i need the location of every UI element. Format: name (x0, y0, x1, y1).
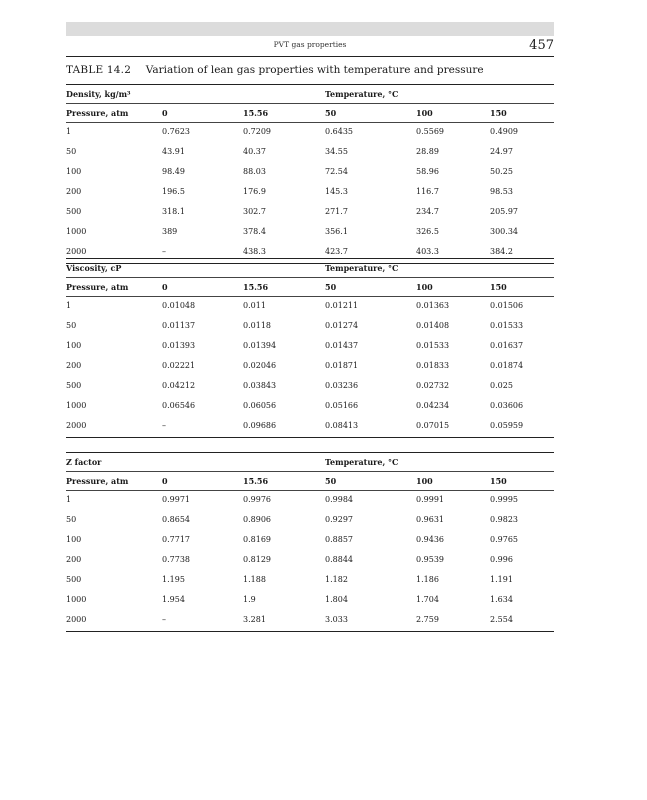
pressure-cell: 100 (66, 535, 82, 544)
value-cell: 0.02221 (162, 361, 196, 370)
pressure-cell: 200 (66, 187, 82, 196)
temperature-column-header: 0 (162, 282, 168, 292)
value-cell: 0.9823 (490, 515, 518, 524)
value-cell: 0.06056 (243, 401, 277, 410)
temperature-column-header: 50 (325, 282, 337, 292)
value-cell: 0.01874 (490, 361, 524, 370)
table-row (66, 183, 554, 203)
value-cell: 0.04234 (416, 401, 450, 410)
value-cell: 145.3 (325, 187, 348, 196)
value-cell: 0.05166 (325, 401, 359, 410)
pressure-cell: 500 (66, 575, 82, 584)
temperature-column-header: 150 (490, 282, 507, 292)
table-caption-label: TABLE 14.2 (66, 64, 132, 76)
header-rule (66, 56, 554, 57)
value-cell: 0.9539 (416, 555, 444, 564)
temperature-column-header: 0 (162, 108, 168, 118)
value-cell: 58.96 (416, 167, 439, 176)
pressure-cell: 100 (66, 341, 82, 350)
pressure-heading: Pressure, atm (66, 476, 129, 486)
temperature-column-header: 15.56 (243, 108, 269, 118)
value-cell: 1.191 (490, 575, 513, 584)
value-cell: 88.03 (243, 167, 266, 176)
pressure-cell: 1000 (66, 227, 87, 236)
value-cell: 1.704 (416, 595, 439, 604)
temperature-column-header: 50 (325, 108, 337, 118)
value-cell: 1.804 (325, 595, 348, 604)
value-cell: 0.01274 (325, 321, 359, 330)
value-cell: 176.9 (243, 187, 266, 196)
value-cell: 1.188 (243, 575, 266, 584)
table-row (66, 591, 554, 611)
table-row (66, 571, 554, 591)
value-cell: 378.4 (243, 227, 266, 236)
pressure-cell: 50 (66, 147, 77, 156)
column-header-row (66, 278, 554, 296)
table-section (66, 258, 554, 438)
value-cell: 0.01533 (490, 321, 524, 330)
value-cell: 1.186 (416, 575, 439, 584)
value-cell: 0.01394 (243, 341, 277, 350)
table-row (66, 397, 554, 417)
table-row (66, 163, 554, 183)
pressure-cell: 500 (66, 207, 82, 216)
temperature-column-header: 150 (490, 476, 507, 486)
section-title-row (66, 259, 554, 277)
value-cell: 24.97 (490, 147, 513, 156)
table-row (66, 123, 554, 143)
value-cell: 0.8129 (243, 555, 271, 564)
table-row (66, 417, 554, 437)
table-row (66, 491, 554, 511)
value-cell: 0.08413 (325, 421, 359, 430)
value-cell: 0.01871 (325, 361, 359, 370)
running-head: PVT gas properties (273, 40, 347, 49)
value-cell: 0.9765 (490, 535, 518, 544)
temperature-column-header: 100 (416, 476, 433, 486)
value-cell: 0.01833 (416, 361, 450, 370)
value-cell: 423.7 (325, 247, 348, 256)
value-cell: 0.7717 (162, 535, 190, 544)
temperature-heading: Temperature, °C (325, 89, 399, 99)
value-cell: 0.03843 (243, 381, 277, 390)
value-cell: 72.54 (325, 167, 348, 176)
value-cell: 2.554 (490, 615, 513, 624)
value-cell: 0.01637 (490, 341, 524, 350)
value-cell: 40.37 (243, 147, 266, 156)
value-cell: 0.8906 (243, 515, 271, 524)
temperature-column-header: 15.56 (243, 282, 269, 292)
value-cell: 0.8654 (162, 515, 190, 524)
value-cell: 1.9 (243, 595, 256, 604)
value-cell: – (162, 421, 166, 430)
temperature-column-header: 50 (325, 476, 337, 486)
value-cell: 0.02046 (243, 361, 277, 370)
value-cell: 0.01211 (325, 301, 359, 310)
value-cell: 0.03606 (490, 401, 524, 410)
section-title-row (66, 85, 554, 103)
value-cell: 0.01408 (416, 321, 450, 330)
value-cell: 0.07015 (416, 421, 450, 430)
value-cell: 205.97 (490, 207, 518, 216)
value-cell: 0.7623 (162, 127, 190, 136)
value-cell: 0.01048 (162, 301, 196, 310)
table-caption-text: Variation of lean gas properties with temperature and pressure (145, 64, 484, 76)
table-row (66, 317, 554, 337)
temperature-column-header: 100 (416, 108, 433, 118)
value-cell: 0.01393 (162, 341, 196, 350)
value-cell: 0.4909 (490, 127, 518, 136)
value-cell: 0.9631 (416, 515, 444, 524)
value-cell: 28.89 (416, 147, 439, 156)
value-cell: 0.9984 (325, 495, 353, 504)
value-cell: 0.01437 (325, 341, 359, 350)
temperature-heading: Temperature, °C (325, 457, 399, 467)
value-cell: 34.55 (325, 147, 348, 156)
value-cell: 271.7 (325, 207, 348, 216)
value-cell: 0.8844 (325, 555, 353, 564)
table-row (66, 551, 554, 571)
value-cell: 326.5 (416, 227, 439, 236)
value-cell: 50.25 (490, 167, 513, 176)
value-cell: 0.9971 (162, 495, 190, 504)
value-cell: 1.954 (162, 595, 185, 604)
pressure-cell: 1 (66, 127, 72, 136)
pressure-cell: 1 (66, 495, 72, 504)
value-cell: 403.3 (416, 247, 439, 256)
table-row (66, 377, 554, 397)
pressure-cell: 2000 (66, 615, 87, 624)
value-cell: 0.04212 (162, 381, 196, 390)
value-cell: 0.7209 (243, 127, 271, 136)
value-cell: 384.2 (490, 247, 513, 256)
pressure-cell: 200 (66, 361, 82, 370)
value-cell: 0.03236 (325, 381, 359, 390)
pressure-cell: 2000 (66, 421, 87, 430)
column-header-row (66, 472, 554, 490)
value-cell: 0.996 (490, 555, 513, 564)
value-cell: 1.182 (325, 575, 348, 584)
page-header (66, 38, 554, 56)
pressure-cell: 50 (66, 321, 77, 330)
value-cell: 196.5 (162, 187, 185, 196)
table-row (66, 511, 554, 531)
value-cell: 116.7 (416, 187, 439, 196)
pressure-cell: 1000 (66, 595, 87, 604)
value-cell: 0.01137 (162, 321, 196, 330)
table-caption (66, 64, 484, 76)
value-cell: 0.01363 (416, 301, 450, 310)
page-number: 457 (529, 38, 554, 53)
value-cell: 300.34 (490, 227, 518, 236)
section-title-row (66, 453, 554, 471)
pressure-cell: 1000 (66, 401, 87, 410)
value-cell: 0.9991 (416, 495, 444, 504)
value-cell: – (162, 615, 166, 624)
value-cell: 0.01506 (490, 301, 524, 310)
value-cell: 438.3 (243, 247, 266, 256)
table-row (66, 297, 554, 317)
value-cell: 0.06546 (162, 401, 196, 410)
value-cell: 234.7 (416, 207, 439, 216)
temperature-heading: Temperature, °C (325, 263, 399, 273)
value-cell: 0.02732 (416, 381, 450, 390)
top-gray-bar (66, 22, 554, 36)
temperature-column-header: 100 (416, 282, 433, 292)
value-cell: 389 (162, 227, 178, 236)
value-cell: 318.1 (162, 207, 185, 216)
pressure-cell: 500 (66, 381, 82, 390)
table-row (66, 143, 554, 163)
value-cell: 302.7 (243, 207, 266, 216)
value-cell: 0.8169 (243, 535, 271, 544)
section-title: Density, kg/m³ (66, 89, 131, 99)
pressure-heading: Pressure, atm (66, 282, 129, 292)
table-row (66, 357, 554, 377)
value-cell: 0.01533 (416, 341, 450, 350)
value-cell: 0.8857 (325, 535, 353, 544)
section-title: Viscosity, cP (66, 263, 122, 273)
value-cell: 3.033 (325, 615, 348, 624)
section-bottom-rule (66, 631, 554, 632)
table-row (66, 531, 554, 551)
value-cell: 0.5569 (416, 127, 444, 136)
table-row (66, 337, 554, 357)
column-header-row (66, 104, 554, 122)
table-section (66, 452, 554, 632)
value-cell: 0.011 (243, 301, 266, 310)
pressure-cell: 1 (66, 301, 72, 310)
section-title: Z factor (66, 457, 102, 467)
value-cell: 98.53 (490, 187, 513, 196)
pressure-cell: 200 (66, 555, 82, 564)
pressure-cell: 50 (66, 515, 77, 524)
value-cell: 0.9995 (490, 495, 518, 504)
value-cell: 0.9297 (325, 515, 353, 524)
table-row (66, 611, 554, 631)
value-cell: 1.634 (490, 595, 513, 604)
value-cell: 2.759 (416, 615, 439, 624)
temperature-column-header: 15.56 (243, 476, 269, 486)
value-cell: 0.025 (490, 381, 513, 390)
pressure-heading: Pressure, atm (66, 108, 129, 118)
table-row (66, 223, 554, 243)
value-cell: 43.91 (162, 147, 185, 156)
value-cell: 1.195 (162, 575, 185, 584)
pressure-cell: 2000 (66, 247, 87, 256)
value-cell: 0.7738 (162, 555, 190, 564)
table-row (66, 203, 554, 223)
value-cell: 0.6435 (325, 127, 353, 136)
value-cell: 0.09686 (243, 421, 277, 430)
value-cell: 3.281 (243, 615, 266, 624)
pressure-cell: 100 (66, 167, 82, 176)
value-cell: 0.0118 (243, 321, 271, 330)
value-cell: 0.9976 (243, 495, 271, 504)
value-cell: 0.05959 (490, 421, 524, 430)
section-bottom-rule (66, 437, 554, 438)
value-cell: – (162, 247, 166, 256)
table-section (66, 84, 554, 264)
temperature-column-header: 0 (162, 476, 168, 486)
value-cell: 356.1 (325, 227, 348, 236)
temperature-column-header: 150 (490, 108, 507, 118)
value-cell: 0.9436 (416, 535, 444, 544)
value-cell: 98.49 (162, 167, 185, 176)
